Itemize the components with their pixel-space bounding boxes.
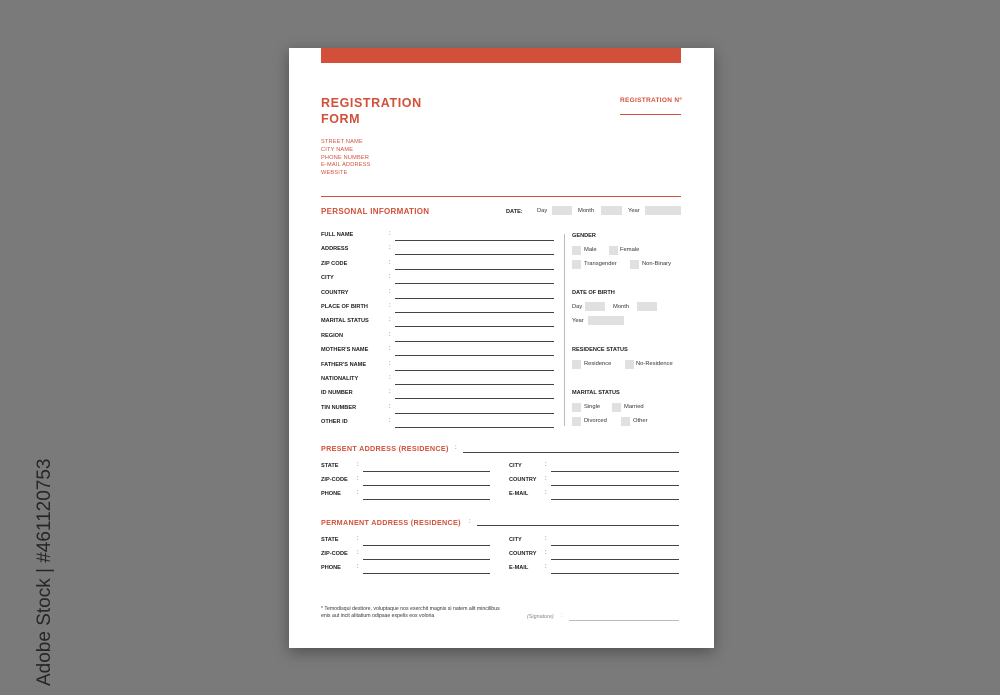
- field-input-line[interactable]: [395, 413, 554, 414]
- contact-city: CITY NAME: [321, 146, 354, 153]
- gender-title: GENDER: [572, 233, 596, 239]
- address-field-label: E-MAIL: [509, 491, 529, 498]
- contact-street: STREET NAME: [321, 139, 363, 145]
- field-colon: :: [389, 231, 391, 237]
- address-field-colon: :: [545, 490, 547, 497]
- field-colon: :: [389, 274, 391, 281]
- residence-label: Residence: [584, 361, 612, 367]
- field-colon: :: [389, 418, 391, 425]
- field-label: REGION: [321, 332, 344, 339]
- field-colon: :: [389, 259, 391, 266]
- field-colon: :: [389, 389, 391, 396]
- address-field-colon: :: [545, 550, 547, 557]
- address-field-label: COUNTRY: [509, 477, 537, 484]
- dob-day-label: Day: [572, 304, 583, 310]
- address-field-line[interactable]: [551, 499, 679, 500]
- gender-nonbinary-label: Non-Binary: [642, 261, 671, 267]
- single-checkbox[interactable]: [572, 403, 581, 412]
- field-input-line[interactable]: [395, 341, 554, 342]
- contact-block: [321, 139, 371, 178]
- footnote: * Temodisqui destiore, voluptaque nos exerchit magnis si natem alit mincilibus enis aut incit alitatium odipsae expelis eos voloria: [321, 606, 500, 619]
- dob-title: DATE OF BIRTH: [572, 290, 615, 296]
- field-label: MOTHER'S NAME: [321, 347, 369, 354]
- field-input-line[interactable]: [395, 398, 554, 399]
- no-residence-label: No-Residence: [636, 361, 673, 367]
- field-label: OTHER ID: [321, 419, 348, 426]
- form-title: [321, 95, 422, 127]
- address-field-label: ZIP-CODE: [321, 551, 348, 558]
- gender-female-label: Female: [620, 247, 640, 253]
- address-field-colon: :: [545, 476, 547, 483]
- present-address-line[interactable]: [463, 452, 679, 453]
- form-title-line2: FORM: [321, 112, 361, 126]
- field-input-line[interactable]: [395, 355, 554, 356]
- contact-phone: PHONE NUMBER: [321, 154, 370, 161]
- field-colon: :: [389, 317, 391, 324]
- address-field-colon: :: [357, 536, 359, 542]
- address-field-line[interactable]: [551, 559, 679, 560]
- address-field-line[interactable]: [551, 471, 679, 472]
- gender-female-checkbox[interactable]: [609, 246, 618, 255]
- date-year-box[interactable]: [645, 206, 681, 215]
- field-colon: :: [389, 375, 391, 381]
- address-field-colon: :: [357, 550, 359, 557]
- field-label: TIN NUMBER: [321, 404, 357, 411]
- field-colon: :: [389, 360, 391, 367]
- date-label: DATE:: [506, 209, 523, 215]
- single-label: Single: [584, 404, 601, 410]
- permanent-address-line[interactable]: [477, 525, 679, 526]
- stock-watermark: [6, 458, 55, 688]
- dob-month-label: Month: [613, 304, 630, 310]
- contact-email: E-MAIL ADDRESS: [321, 162, 371, 169]
- field-input-line[interactable]: [395, 240, 554, 241]
- present-address-title: PRESENT ADDRESS (RESIDENCE): [321, 444, 449, 453]
- date-day-box[interactable]: [552, 206, 572, 215]
- address-field-colon: :: [357, 462, 359, 468]
- dob-year-label: Year: [572, 318, 584, 324]
- address-field-label: CITY: [509, 537, 522, 543]
- permanent-address-title: PERMANENT ADDRESS (RESIDENCE): [321, 518, 461, 527]
- address-field-label: COUNTRY: [509, 551, 537, 558]
- field-colon: :: [389, 331, 391, 338]
- address-field-line[interactable]: [551, 573, 679, 574]
- form-title-line1: REGISTRATION: [321, 96, 422, 110]
- residence-status-title: RESIDENCE STATUS: [572, 347, 628, 353]
- field-label: ADDRESS: [321, 246, 349, 253]
- residence-checkbox[interactable]: [572, 360, 581, 369]
- contact-website: WEBSITE: [321, 170, 348, 177]
- field-label: FULL NAME: [321, 232, 354, 238]
- address-field-colon: :: [357, 476, 359, 483]
- divorced-label: Divorced: [584, 418, 607, 424]
- field-label: CITY: [321, 275, 334, 282]
- column-divider: [564, 234, 565, 426]
- address-field-colon: :: [545, 536, 547, 542]
- field-colon: :: [389, 288, 391, 295]
- field-input-line[interactable]: [395, 427, 554, 428]
- date-month-label: Month: [578, 208, 595, 214]
- dob-month-box[interactable]: [637, 302, 657, 311]
- dob-year-box[interactable]: [588, 316, 624, 325]
- field-label: ID NUMBER: [321, 390, 353, 397]
- present-address-colon: :: [455, 445, 457, 451]
- field-input-line[interactable]: [395, 298, 554, 299]
- field-label: MARITAL STATUS: [321, 318, 369, 325]
- gender-male-label: Male: [584, 247, 597, 253]
- field-label: ZIP CODE: [321, 260, 348, 267]
- address-field-label: PHONE: [321, 491, 341, 498]
- signature-label: (Signature): [527, 614, 554, 620]
- married-label: Married: [624, 404, 644, 410]
- address-field-label: PHONE: [321, 565, 341, 572]
- address-field-line[interactable]: [363, 485, 490, 486]
- address-field-colon: :: [357, 490, 359, 497]
- field-input-line[interactable]: [395, 326, 554, 327]
- field-label: FATHER'S NAME: [321, 361, 367, 368]
- address-field-label: CITY: [509, 463, 522, 469]
- address-field-line[interactable]: [363, 471, 490, 472]
- registration-number-field[interactable]: [620, 114, 681, 115]
- address-field-colon: :: [357, 564, 359, 571]
- field-colon: :: [389, 245, 391, 252]
- field-input-line[interactable]: [395, 269, 554, 270]
- address-field-line[interactable]: [363, 559, 490, 560]
- registration-number-label: REGISTRATION Nº: [620, 97, 683, 104]
- permanent-address-colon: :: [469, 519, 471, 525]
- address-field-label: ZIP-CODE: [321, 477, 348, 484]
- address-field-line[interactable]: [363, 573, 490, 574]
- address-field-line[interactable]: [551, 545, 679, 546]
- date-day-label: Day: [537, 208, 548, 214]
- gender-transgender-checkbox[interactable]: [572, 260, 581, 269]
- address-field-label: STATE: [321, 537, 339, 543]
- gender-transgender-label: Transgender: [584, 261, 617, 267]
- address-field-line[interactable]: [363, 545, 490, 546]
- field-label: NATIONALITY: [321, 376, 359, 382]
- dob-day-box[interactable]: [585, 302, 605, 311]
- gender-male-checkbox[interactable]: [572, 246, 581, 255]
- personal-info-title: PERSONAL INFORMATION: [321, 207, 430, 216]
- field-input-line[interactable]: [395, 370, 554, 371]
- divorced-checkbox[interactable]: [572, 417, 581, 426]
- married-checkbox[interactable]: [612, 403, 621, 412]
- accent-top-bar: [321, 48, 681, 63]
- signature-colon: :: [561, 613, 563, 619]
- signature-line[interactable]: [569, 620, 679, 621]
- field-colon: :: [389, 403, 391, 410]
- address-field-line[interactable]: [551, 485, 679, 486]
- address-field-colon: :: [545, 462, 547, 468]
- address-field-line[interactable]: [363, 499, 490, 500]
- marital-status-title: MARITAL STATUS: [572, 390, 620, 396]
- field-colon: :: [389, 303, 391, 309]
- field-input-line[interactable]: [395, 254, 554, 255]
- no-residence-checkbox[interactable]: [625, 360, 634, 369]
- other-label: Other: [633, 418, 648, 424]
- date-month-box[interactable]: [601, 206, 622, 215]
- field-label: COUNTRY: [321, 289, 349, 296]
- header-divider: [321, 196, 681, 197]
- field-input-line[interactable]: [395, 312, 554, 313]
- field-input-line[interactable]: [395, 283, 554, 284]
- date-year-label: Year: [628, 208, 640, 214]
- gender-nonbinary-checkbox[interactable]: [630, 260, 639, 269]
- address-field-label: E-MAIL: [509, 565, 529, 572]
- field-label: PLACE OF BIRTH: [321, 304, 368, 310]
- registration-form-page: [289, 48, 714, 648]
- stock-watermark-text: Adobe Stock | #461120753: [34, 458, 55, 686]
- address-field-colon: :: [545, 564, 547, 571]
- other-checkbox[interactable]: [621, 417, 630, 426]
- address-field-label: STATE: [321, 463, 339, 469]
- field-input-line[interactable]: [395, 384, 554, 385]
- field-colon: :: [389, 346, 391, 353]
